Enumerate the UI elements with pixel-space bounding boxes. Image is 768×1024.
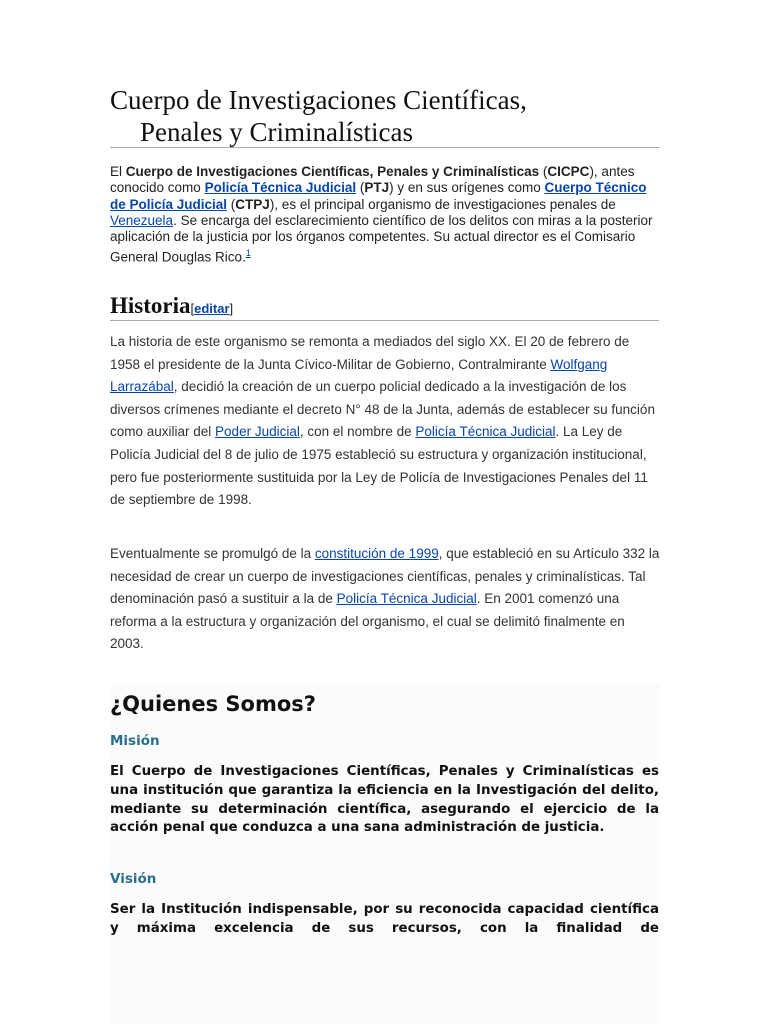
intro-bold-acronym: PTJ: [364, 180, 390, 196]
reference-link[interactable]: 1: [245, 248, 251, 259]
link-poder-judicial[interactable]: Poder Judicial: [215, 424, 300, 440]
section-heading-historia: [110, 292, 233, 323]
intro-text: (: [539, 164, 548, 179]
link-policia-tecnica-judicial[interactable]: Policía Técnica Judicial: [415, 424, 556, 440]
historia-text: La historia de este organismo se remonta a mediados del siglo XX. El 20 de febrero de 1958 el presidente de la Junta Cívico-Militar de Gobierno, Contralmirante: [110, 334, 630, 372]
intro-text: ) y en sus orígenes como: [389, 180, 545, 196]
intro-text: El: [110, 164, 126, 179]
page-title: [110, 84, 660, 148]
historia-heading-text: Historia: [110, 293, 191, 318]
link-venezuela[interactable]: Venezuela: [110, 212, 174, 228]
historia-divider: [110, 320, 659, 321]
historia-paragraph-1: [110, 331, 660, 512]
link-wolfgang-larrazabal[interactable]: Wolfgang Larrazábal: [110, 356, 608, 395]
title-divider: [110, 147, 659, 148]
intro-text: ), es el principal organismo de investigaciones penales de: [269, 196, 616, 212]
section-heading-quienes-somos: ¿Quienes Somos?: [110, 692, 316, 716]
intro-text: . Se encarga del esclarecimiento científico de los delitos con miras a la posterior aplicación de la justicia por los órganos competentes. Su actual director es el Comisario General Douglas Rico.: [110, 212, 653, 265]
historia-paragraph-2: [110, 543, 660, 656]
intro-text: (: [227, 196, 236, 212]
edit-bracket: [: [190, 301, 195, 316]
historia-text: . En 2001 comenzó una reforma a la estructura y organización del organismo, el cual se delimitó finalmente en 2003.: [110, 591, 625, 652]
historia-text: . La Ley de Policía Judicial del 8 de julio de 1975 estableció su estructura y organización institucional, pero fue posteriormente sustituida por la Ley de Policía de Investigaciones Penales del 11 de septiembre de 1998.: [110, 424, 648, 508]
intro-text: ), antes conocido como: [110, 164, 635, 196]
vision-text: Ser la Institución indispensable, por su reconocida capacidad científica y máxima excelencia de sus recursos, con la finalidad de: [110, 902, 659, 936]
historia-text: Eventualmente se promulgó de la: [110, 546, 315, 561]
link-policia-tecnica-judicial[interactable]: Policía Técnica Judicial: [336, 591, 477, 607]
title-line-2: Penales y Criminalísticas: [140, 117, 413, 147]
intro-text: (: [356, 180, 365, 196]
edit-link[interactable]: editar: [194, 301, 230, 316]
link-policia-tecnica-judicial[interactable]: Policía Técnica Judicial: [204, 180, 357, 196]
intro-paragraph: [110, 164, 660, 266]
edit-section: [191, 301, 234, 316]
mision-heading: Misión: [110, 733, 160, 749]
intro-bold-acronym: CTPJ: [235, 196, 270, 212]
historia-text: , con el nombre de: [299, 424, 416, 440]
quienes-somos-panel: [110, 684, 660, 1024]
title-line-1: Cuerpo de Investigaciones Científicas,: [110, 85, 527, 115]
mision-text: El Cuerpo de Investigaciones Científicas, Penales y Criminalísticas es una institución que garantiza la eficiencia en la Investigación del delito, mediante su determinación científica, asegurando el ejercicio de la acción penal que conduzca a una sana administración de justicia.: [110, 764, 659, 836]
link-constitucion-1999[interactable]: constitución de 1999: [314, 546, 439, 561]
intro-bold-name: Cuerpo de Investigaciones Científicas, Penales y Criminalísticas: [125, 164, 540, 179]
edit-bracket: ]: [229, 301, 234, 316]
link-cuerpo-tecnico-policia-judicial[interactable]: Cuerpo Técnico de Policía Judicial: [110, 180, 647, 212]
vision-heading: Visión: [110, 871, 157, 887]
historia-text: , decidió la creación de un cuerpo policial dedicado a la investigación de los diversos crímenes mediante el decreto N° 48 de la Junta, además de establecer su función como auxiliar del: [110, 379, 655, 440]
intro-bold-acronym: CICPC: [547, 164, 590, 179]
historia-text: , que estableció en su Artículo 332 la necesidad de crear un cuerpo de investigaciones científicas, penales y criminalísticas. Tal denominación pasó a sustituir a la de: [110, 546, 660, 607]
